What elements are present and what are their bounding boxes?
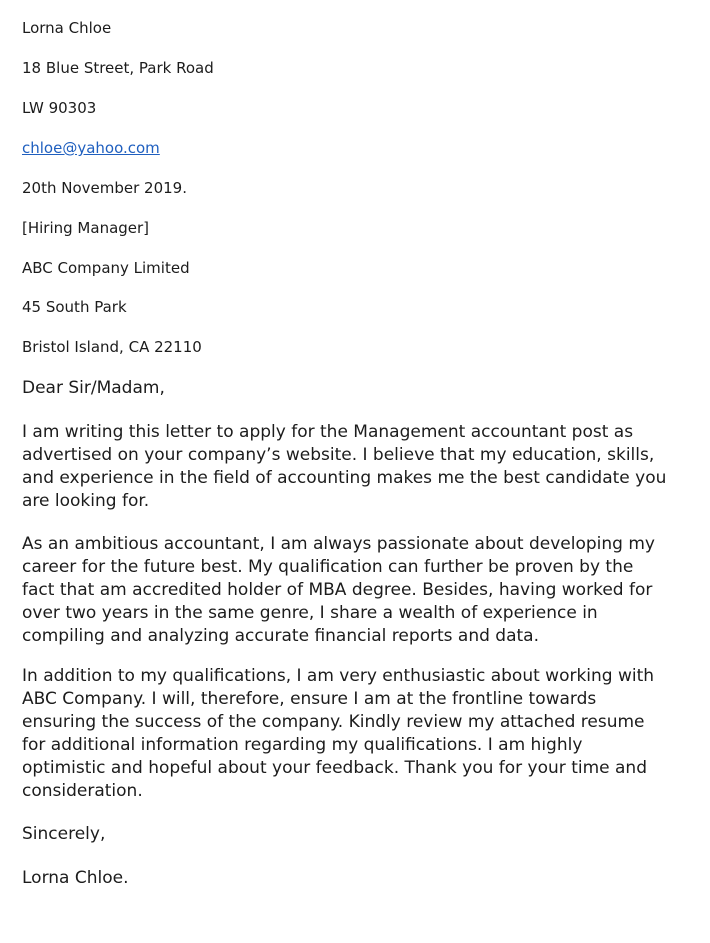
closing: Sincerely, [22, 824, 106, 844]
body-paragraph-3 [22, 665, 690, 803]
paragraph-line: ensuring the success of the company. Kindly review my attached resume [22, 712, 645, 732]
recipient-title: [Hiring Manager] [22, 219, 150, 237]
paragraph-line: advertised on your company’s website. I believe that my education, skills, [22, 445, 655, 465]
sender-street: 18 Blue Street, Park Road [22, 59, 214, 77]
recipient-address-line1: 45 South Park [22, 298, 127, 316]
paragraph-line: career for the future best. My qualification can further be proven by the [22, 557, 634, 577]
paragraph-line: As an ambitious accountant, I am always passionate about developing my [22, 534, 655, 554]
body-paragraph-2 [22, 533, 690, 648]
sender-postcode: LW 90303 [22, 99, 97, 117]
paragraph-line: I am writing this letter to apply for the Management accountant post as [22, 422, 634, 442]
paragraph-line: consideration. [22, 781, 143, 801]
sender-name: Lorna Chloe [22, 19, 112, 37]
paragraph-line: are looking for. [22, 491, 150, 511]
sender-email-line [22, 139, 160, 157]
recipient-company: ABC Company Limited [22, 259, 190, 277]
paragraph-line: In addition to my qualifications, I am very enthusiastic about working with [22, 666, 655, 686]
body-paragraph-1 [22, 421, 690, 513]
letter-date: 20th November 2019. [22, 179, 187, 197]
sender-email-link[interactable]: chloe@yahoo.com [22, 139, 160, 157]
paragraph-line: fact that am accredited holder of MBA degree. Besides, having worked for [22, 580, 653, 600]
paragraph-line: over two years in the same genre, I share a wealth of experience in [22, 603, 598, 623]
paragraph-line: optimistic and hopeful about your feedback. Thank you for your time and [22, 758, 647, 778]
paragraph-line: compiling and analyzing accurate financial reports and data. [22, 626, 540, 646]
salutation: Dear Sir/Madam, [22, 378, 165, 398]
paragraph-line: for additional information regarding my qualifications. I am highly [22, 735, 583, 755]
paragraph-line: and experience in the field of accounting makes me the best candidate you [22, 468, 667, 488]
paragraph-line: ABC Company. I will, therefore, ensure I am at the frontline towards [22, 689, 597, 709]
recipient-address-line2: Bristol Island, CA 22110 [22, 338, 202, 356]
signature: Lorna Chloe. [22, 868, 129, 888]
